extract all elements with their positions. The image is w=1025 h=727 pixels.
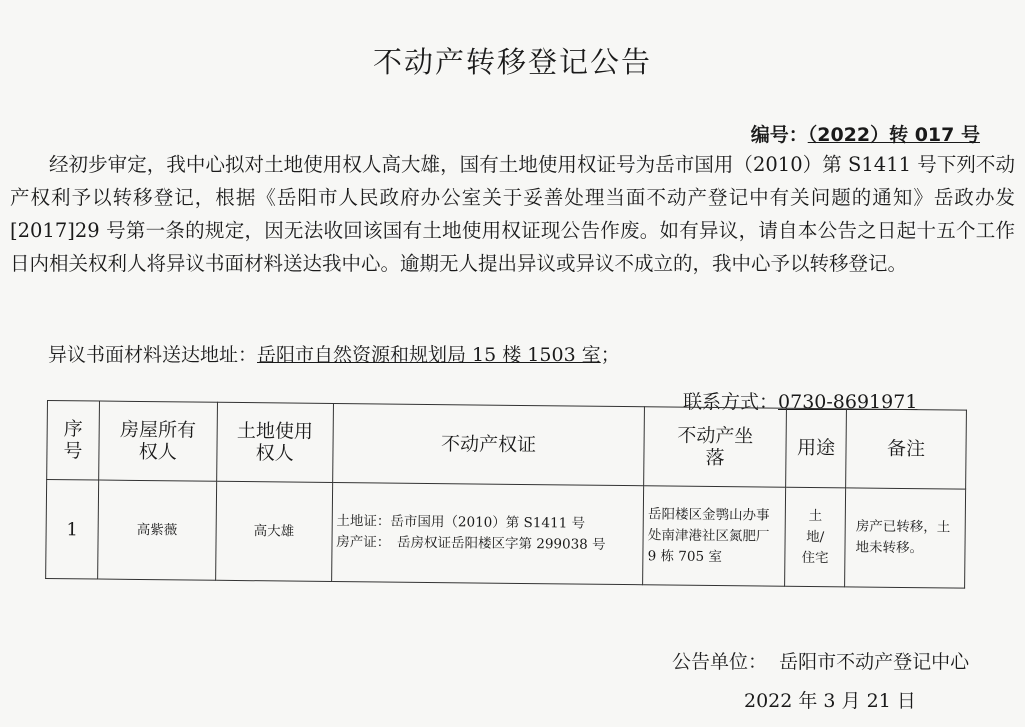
registration-table [45, 400, 967, 589]
address-label: 异议书面材料送达地址： [48, 344, 258, 366]
document-number-label: 编号： [750, 124, 808, 146]
address-value: 岳阳市自然资源和规划局 15 楼 1503 室 [257, 344, 601, 366]
table-row [46, 480, 966, 589]
issuer-name: 岳阳市不动产登记中心 [779, 651, 970, 673]
cert-house: 房产证： 岳房权证岳阳楼区字第 299038 号 [336, 534, 606, 553]
header-location: 不动产坐落 [644, 407, 787, 487]
header-seq: 序号 [47, 401, 100, 481]
cell-remark: 房产已转移，土地未转移。 [845, 488, 966, 588]
objection-address [48, 340, 620, 367]
body-paragraph: 经初步审定，我中心拟对土地使用权人高大雄，国有土地使用权证号为岳市国用（2010）第 S1411 号下列不动产权利予以转移登记，根据《岳阳市人民政府办公室关于妥善处理当面不动产登记中有关问题的通知》岳政办发[2017]29 号第一条的规定，因无法收回该国有土地使用权证现公告作废。如有异议，请自本公告之日起十五个工作日内相关权利人将异议书面材料送达我中心。逾期无人提出异议或异议不成立的，我中心予以转移登记。 [10, 153, 1015, 275]
document-number-value: （2022）转 017 号 [807, 124, 980, 146]
cell-land-user: 高大雄 [215, 481, 332, 581]
cell-seq: 1 [46, 480, 99, 580]
header-certificate: 不动产权证 [332, 403, 644, 485]
document-number [751, 120, 980, 147]
cell-usage: 土地/住宅 [785, 487, 846, 587]
header-land-user: 土地使用权人 [217, 402, 334, 482]
page-title: 不动产转移登记公告 [372, 45, 652, 79]
issue-date: 2022 年 3 月 21 日 [744, 690, 916, 712]
contact-phone: 0730-8691971 [778, 391, 918, 413]
table-header-row [47, 401, 967, 490]
contact-label: 联系方式： [683, 391, 779, 413]
issuer-label: 公告单位： [672, 651, 768, 673]
cell-house-owner: 高紫薇 [98, 480, 217, 580]
header-usage: 用途 [786, 408, 847, 488]
notice-body [10, 148, 1015, 280]
cell-certificate [331, 482, 644, 584]
issuer [672, 647, 969, 674]
address-suffix: ； [600, 344, 620, 366]
cell-location: 岳阳楼区金鹗山办事处南津港社区氮肥厂 9 栋 705 室 [643, 486, 786, 586]
header-remark: 备注 [846, 409, 967, 489]
header-house-owner: 房屋所有权人 [99, 401, 218, 481]
cert-land: 土地证：岳市国用（2010）第 S1411 号 [336, 513, 586, 532]
